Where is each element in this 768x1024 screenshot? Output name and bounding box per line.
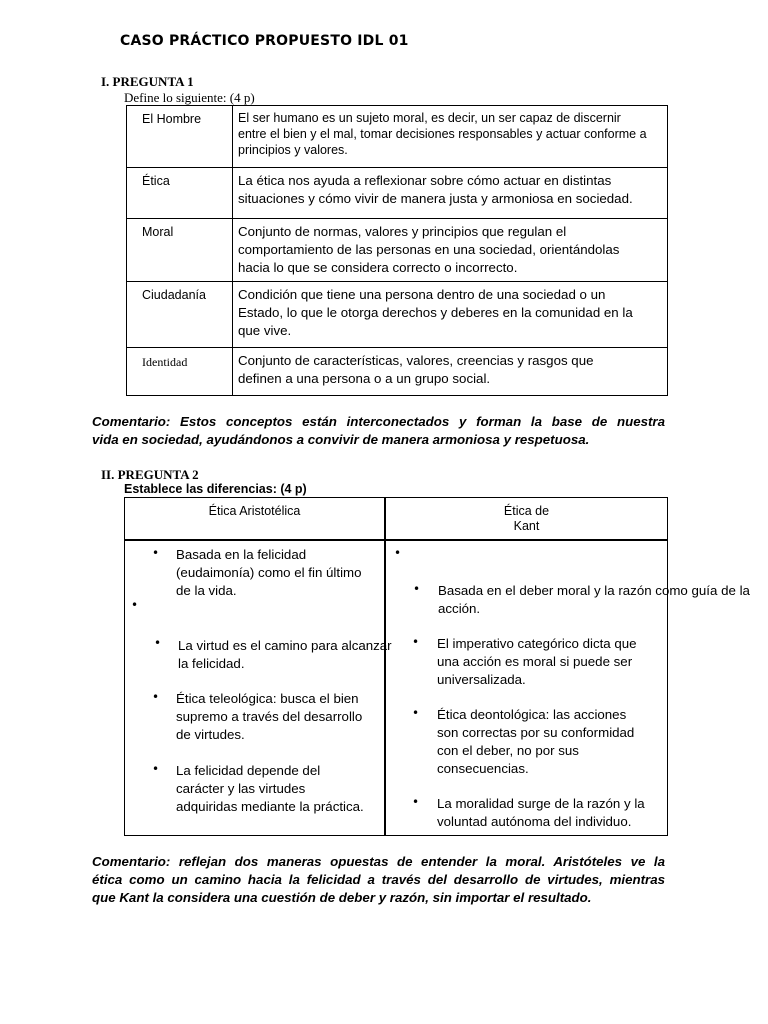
definition-cell: Condición que tiene una persona dentro de una sociedad o un Estado, lo que le otorga derechos y deberes en la comunidad en la que vive. [238,287,633,338]
list-item: El imperativo categórico dicta que una acción es moral si puede ser universalizada. [437,636,637,687]
document-title: CASO PRÁCTICO PROPUESTO IDL 01 [120,33,409,49]
list-item: La moralidad surge de la razón y la voluntad autónoma del individuo. [437,796,645,829]
question-1-heading: I. PREGUNTA 1 [101,74,194,89]
table-row [127,281,667,347]
bullet-icon: • [413,582,421,596]
question-2-heading: II. PREGUNTA 2 [101,467,199,482]
bullet-icon: • [154,636,162,650]
term-cell: Identidad [127,348,233,395]
definition-cell: La ética nos ayuda a reflexionar sobre cómo actuar en distintas situaciones y cómo vivir de manera justa y armoniosa en sociedad. [238,173,633,206]
bullet-icon: • [394,546,402,560]
term-cell: Moral [127,219,233,281]
definition-cell: Conjunto de características, valores, creencias y rasgos que definen a una persona o a un grupo social. [238,353,594,386]
question-1-comment: Comentario: Estos conceptos están interconectados y forman la base de nuestra vida en sociedad, ayudándonos a convivir de manera armoniosa y respetuosa. [92,414,665,447]
list-item: La virtud es el camino para alcanzar la felicidad. [178,638,392,671]
header-divider [125,539,667,541]
definition-cell: Conjunto de normas, valores y principios que regulan el comportamiento de las personas en una sociedad, orientándolas hacia lo que se considera correcto o incorrecto. [238,224,620,275]
bullet-icon: • [152,546,160,560]
column-header-aristotle: Ética Aristotélica [208,504,301,518]
question-2-comment: Comentario: reflejan dos maneras opuestas de entender la moral. Aristóteles ve la ética como un camino hacia la felicidad a través del desarrollo de virtudes, mientras que Kant la considera una cuestión de deber y razón, sin importar el resultado. [92,854,665,905]
bullet-icon: • [131,598,139,612]
bullet-icon: • [412,635,420,649]
table-row [127,347,667,395]
table-row [127,218,667,281]
question-2-instruction: Establece las diferencias: (4 p) [124,482,307,496]
bullet-icon: • [152,690,160,704]
list-item: Basada en el deber moral y la razón como guía de la acción. [438,583,750,616]
list-item: Ética teleológica: busca el bien supremo a través del desarrollo de virtudes. [176,691,363,742]
bullet-icon: • [412,795,420,809]
bullet-icon: • [412,706,420,720]
question-1-instruction: Define lo siguiente: (4 p) [124,90,255,105]
term-cell: El Hombre [127,106,233,167]
term-cell: Ciudadanía [127,282,233,347]
table-row [127,106,667,167]
definition-cell: El ser humano es un sujeto moral, es decir, un ser capaz de discernir entre el bien y el mal, tomar decisiones responsables y actuar conforme a principios y valores. [238,111,647,157]
list-item: Basada en la felicidad (eudaimonía) como el fin último de la vida. [176,547,362,598]
column-header-kant: Ética de Kant [503,504,550,533]
list-item: Ética deontológica: las acciones son correctas por su conformidad con el deber, no por sus consecuencias. [437,707,635,776]
list-item: La felicidad depende del carácter y las virtudes adquiridas mediante la práctica. [176,763,364,814]
bullet-icon: • [152,762,160,776]
definitions-table [126,105,668,396]
table-row [127,167,667,218]
term-cell: Ética [127,168,233,218]
